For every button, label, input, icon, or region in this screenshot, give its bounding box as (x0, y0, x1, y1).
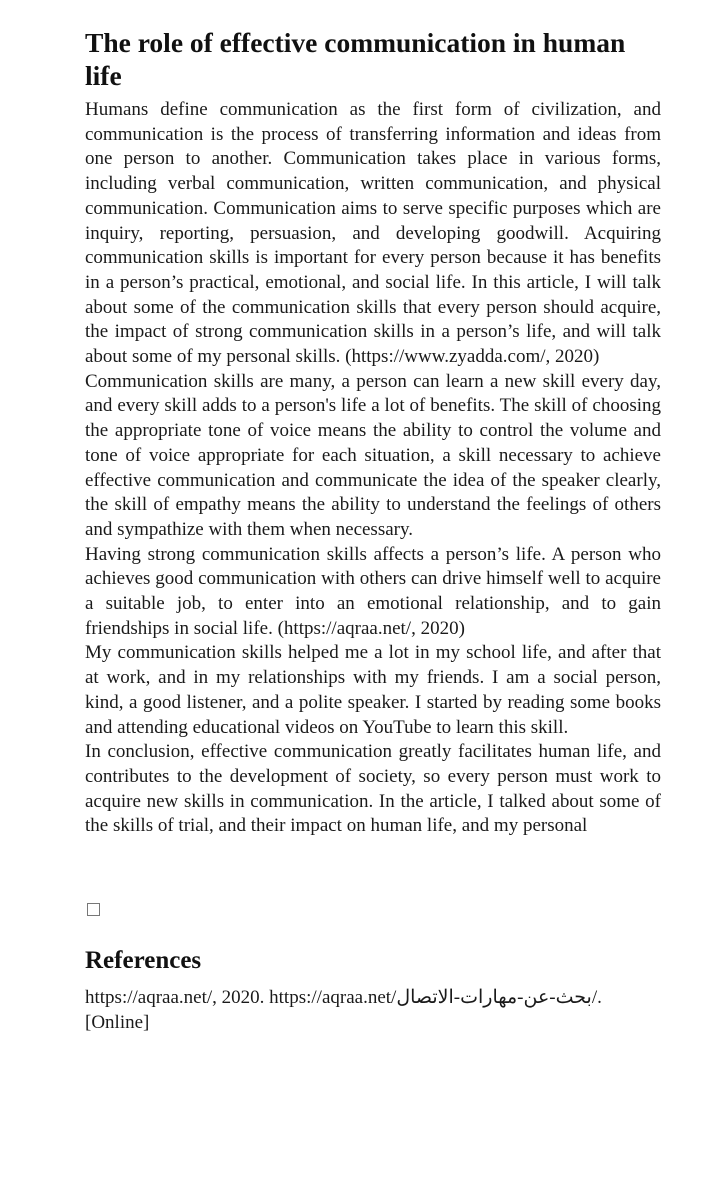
article-body (85, 98, 661, 839)
reference-url-arabic-path: بحث-عن-مهارات-الاتصال (396, 987, 592, 1009)
reference-url-prefix: https://aqraa.net/, 2020. https://aqraa.net/ (85, 987, 397, 1009)
paragraph-personal-skills: My communication skills helped me a lot in my school life, and after that at work, and in my relationships with my friends. I am a social person, kind, a good listener, and a polite speaker. I started by reading some books and attending educational videos on YouTube to learn this skill. (85, 642, 661, 738)
paragraph-conclusion: In conclusion, effective communication greatly facilitates human life, and contributes to the development of society, so every person must work to acquire new skills in communication. In the article, I talked about some of the skills of trial, and their impact on human life, and my personal (85, 741, 661, 837)
empty-checkbox-glyph (87, 903, 100, 916)
references-heading: References (85, 947, 202, 975)
document-title: The role of effective communication in human life (85, 27, 626, 91)
paragraph-introduction: Humans define communication as the first form of civilization, and communication is the process of transferring information and ideas from one person to another. Communication takes place in various forms, including verbal communication, written communication, and physical communication. Communication aims to serve specific purposes which are inquiry, reporting, persuasion, and developing goodwill. Acquiring communication skills is important for every person because it has benefits in a person’s practical, emotional, and social life. In this article, I will talk about some of the communication skills that every person should acquire, the impact of strong communication skills in a person’s life, and will talk about some of my personal skills. (https://www.zyadda.com/, 2020) (85, 99, 661, 368)
reference-entry (85, 986, 661, 1035)
reference-url-suffix: /. [Online] (85, 987, 602, 1033)
paragraph-impact: Having strong communication skills affects a person’s life. A person who achieves good communication with others can drive himself well to acquire a suitable job, to enter into an emotional relationship, and to gain friendships in social life. (https://aqraa.net/, 2020) (85, 543, 661, 639)
paragraph-skills: Communication skills are many, a person can learn a new skill every day, and every skill adds to a person's life a lot of benefits. The skill of choosing the appropriate tone of voice means the ability to control the volume and tone of voice appropriate for each situation, a skill necessary to achieve effective communication and communicate the idea of the speaker clearly, the skill of empathy means the ability to understand the feelings of others and sympathize with them when necessary. (85, 370, 661, 540)
